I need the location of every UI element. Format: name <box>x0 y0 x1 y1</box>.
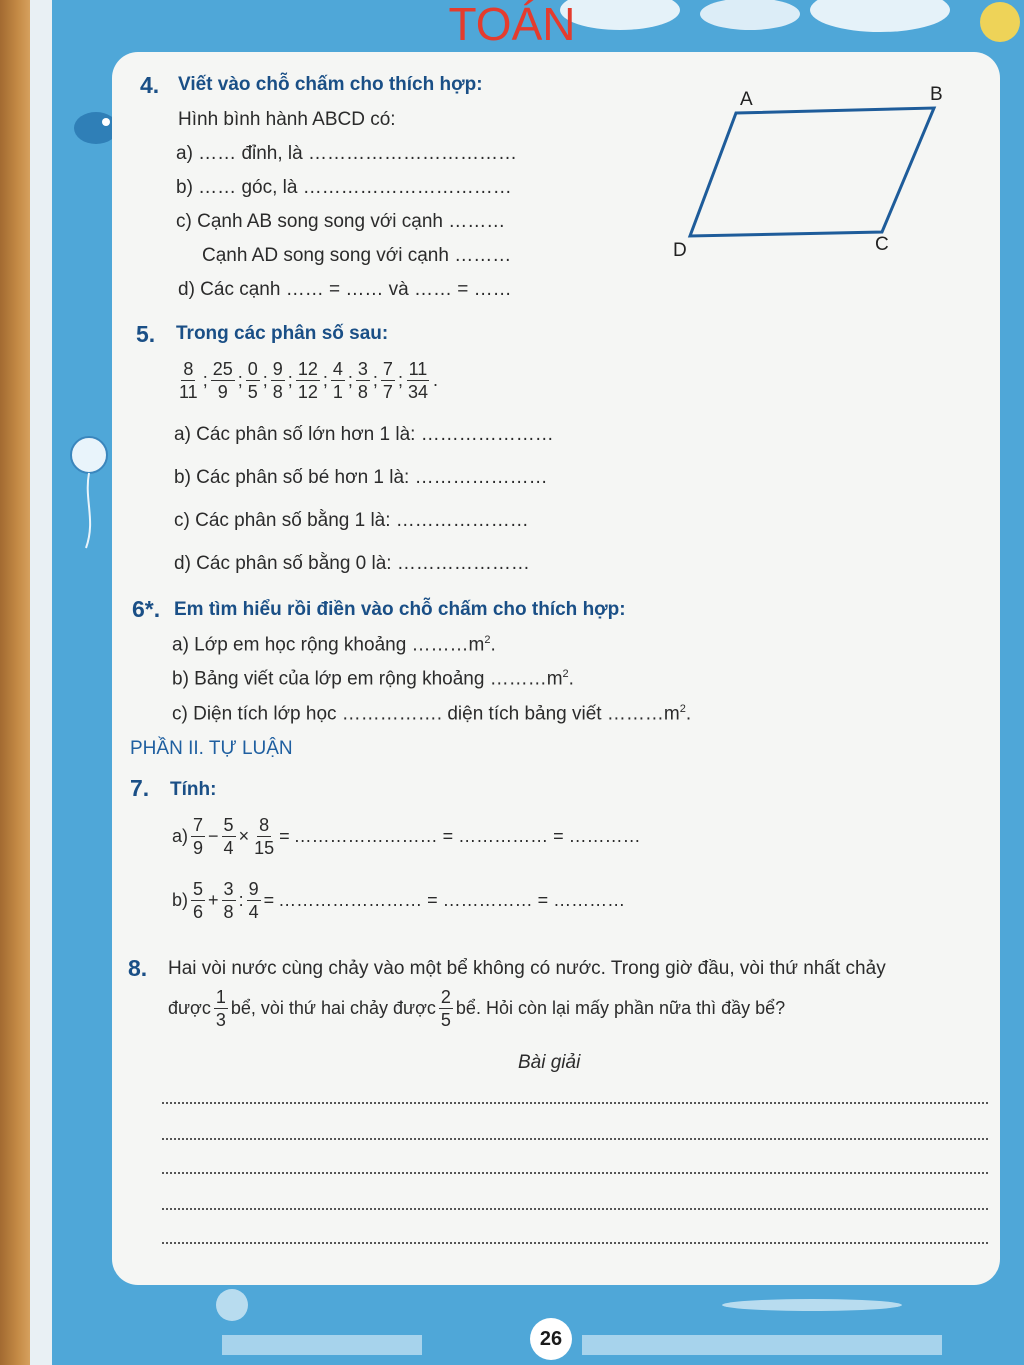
question-8-number: 8. <box>128 955 148 981</box>
denominator: 8 <box>272 382 283 402</box>
operator: : <box>238 890 244 910</box>
numerator: 25 <box>212 359 233 379</box>
answer-line <box>162 1102 988 1104</box>
operator: = <box>263 890 275 910</box>
separator: ; <box>202 370 208 390</box>
question-4-intro: Hình bình hành ABCD có: <box>178 109 396 130</box>
denominator: 12 <box>297 382 318 402</box>
numerator: 7 <box>193 815 204 835</box>
fraction-4 <box>296 358 320 403</box>
page-title: TOÁN <box>448 0 576 50</box>
separator: ; <box>287 370 293 390</box>
fraction <box>252 814 276 859</box>
denominator: 8 <box>223 902 234 922</box>
question-4c: c) Cạnh AB song song với cạnh ……… <box>176 211 506 232</box>
denominator: 6 <box>193 902 204 922</box>
text: bể, vòi thứ hai chảy được <box>230 998 436 1018</box>
operator: × <box>238 826 250 846</box>
question-5a: a) Các phân số lớn hơn 1 là: ………………… <box>174 424 554 445</box>
denominator: 4 <box>248 902 259 922</box>
denominator: 7 <box>382 382 393 402</box>
denominator: 5 <box>247 382 258 402</box>
fraction-two-fifths <box>439 986 453 1031</box>
fraction-0 <box>177 358 200 403</box>
operator: = <box>279 826 290 846</box>
numerator: 3 <box>223 879 234 899</box>
denominator: 3 <box>215 1010 226 1030</box>
question-7a-expression <box>170 814 643 859</box>
text: bể. Hỏi còn lại mấy phần nữa thì đầy bể? <box>455 998 786 1018</box>
question-7-title: Tính: <box>170 779 217 800</box>
question-8-line-1: Hai vòi nước cùng chảy vào một bể không có nước. Trong giờ đầu, vòi thứ nhất chảy <box>168 958 886 979</box>
vertex-a-label: A <box>740 89 753 110</box>
item-label: b) <box>172 890 189 910</box>
balloon-decoration-icon <box>64 430 114 550</box>
question-6c: c) Diện tích lớp học ……………. diện tích bảng viết $\dots\dots\dots m^2$. <box>172 703 692 725</box>
question-4a: a) …… đỉnh, là …………………………… <box>176 143 517 164</box>
numerator: 11 <box>408 359 428 379</box>
question-7b-expression <box>170 878 627 923</box>
parallelogram-figure <box>660 80 960 270</box>
denominator: 15 <box>254 838 275 858</box>
vertex-c-label: C <box>875 234 889 255</box>
numerator: 4 <box>332 359 343 379</box>
fraction <box>222 814 236 859</box>
fraction-7 <box>381 358 395 403</box>
denominator: 11 <box>179 382 198 402</box>
question-4-title: Viết vào chỗ chấm cho thích hợp: <box>178 74 483 95</box>
numerator: 2 <box>440 987 451 1007</box>
denominator: 9 <box>217 382 228 402</box>
question-4b: b) …… góc, là …………………………… <box>176 177 512 198</box>
answer-blanks: …………………… = …………… = ………… <box>278 890 626 910</box>
vertex-b-label: B <box>930 84 943 105</box>
denominator: 5 <box>440 1010 451 1030</box>
numerator: 1 <box>215 987 226 1007</box>
page-edge <box>30 0 52 1365</box>
solution-heading: Bài giải <box>518 1052 581 1073</box>
numerator: 3 <box>357 359 368 379</box>
parallelogram-shape <box>690 108 934 236</box>
numerator: 12 <box>297 359 318 379</box>
page-number: 26 <box>530 1318 572 1360</box>
answer-line <box>162 1242 988 1244</box>
fraction-1 <box>211 358 235 403</box>
answer-blanks: …………………… = …………… = ………… <box>293 826 641 846</box>
answer-line <box>162 1172 988 1174</box>
section-2-heading: PHẦN II. TỰ LUẬN <box>130 738 293 759</box>
operator: − <box>208 826 219 846</box>
question-5-fraction-list <box>176 358 440 403</box>
question-5c: c) Các phân số bằng 1 là: ………………… <box>174 510 529 531</box>
fraction-5 <box>331 358 345 403</box>
question-6a: a) Lớp em học rộng khoảng $\dots\dots\dots m^2$. <box>172 634 496 656</box>
question-6-title: Em tìm hiểu rồi điền vào chỗ chấm cho thích hợp: <box>174 599 626 620</box>
denominator: 4 <box>223 838 234 858</box>
fraction <box>191 814 205 859</box>
separator: ; <box>347 370 353 390</box>
numerator: 5 <box>193 879 204 899</box>
fraction-2 <box>246 358 260 403</box>
denominator: 1 <box>332 382 343 402</box>
question-5-number: 5. <box>136 321 156 347</box>
numerator: 9 <box>248 879 259 899</box>
separator: . <box>432 370 438 390</box>
question-4d: d) Các cạnh …… = …… và …… = …… <box>178 279 512 300</box>
denominator: 34 <box>407 382 428 402</box>
question-4c-2: Cạnh AD song song với cạnh ……… <box>202 245 512 266</box>
answer-line <box>162 1138 988 1140</box>
question-4-number: 4. <box>140 72 160 98</box>
fraction-8 <box>406 358 430 403</box>
text: được <box>168 998 211 1018</box>
fraction <box>247 878 261 923</box>
denominator: 9 <box>193 838 204 858</box>
numerator: 8 <box>259 815 270 835</box>
fraction-3 <box>271 358 285 403</box>
question-6-number: 6*. <box>132 596 161 622</box>
separator: ; <box>262 370 268 390</box>
question-7-number: 7. <box>130 775 150 801</box>
question-5b: b) Các phân số bé hơn 1 là: ………………… <box>174 467 548 488</box>
item-label: a) <box>172 826 189 846</box>
numerator: 0 <box>247 359 258 379</box>
separator: ; <box>372 370 378 390</box>
fraction <box>222 878 236 923</box>
numerator: 9 <box>272 359 283 379</box>
question-6b: b) Bảng viết của lớp em rộng khoảng $\dots\dots\dots m^2$. <box>172 668 574 690</box>
fraction-one-third <box>214 986 228 1031</box>
question-8-line-2 <box>166 986 787 1031</box>
denominator: 8 <box>357 382 368 402</box>
operator: + <box>208 890 219 910</box>
numerator: 8 <box>183 359 194 379</box>
question-5d: d) Các phân số bằng 0 là: ………………… <box>174 553 530 574</box>
numerator: 7 <box>382 359 393 379</box>
vertex-d-label: D <box>673 240 687 261</box>
question-5-title: Trong các phân số sau: <box>176 323 389 344</box>
answer-line <box>162 1208 988 1210</box>
separator: ; <box>237 370 243 390</box>
numerator: 5 <box>223 815 234 835</box>
fraction-6 <box>356 358 370 403</box>
separator: ; <box>397 370 403 390</box>
fraction <box>191 878 205 923</box>
separator: ; <box>322 370 328 390</box>
